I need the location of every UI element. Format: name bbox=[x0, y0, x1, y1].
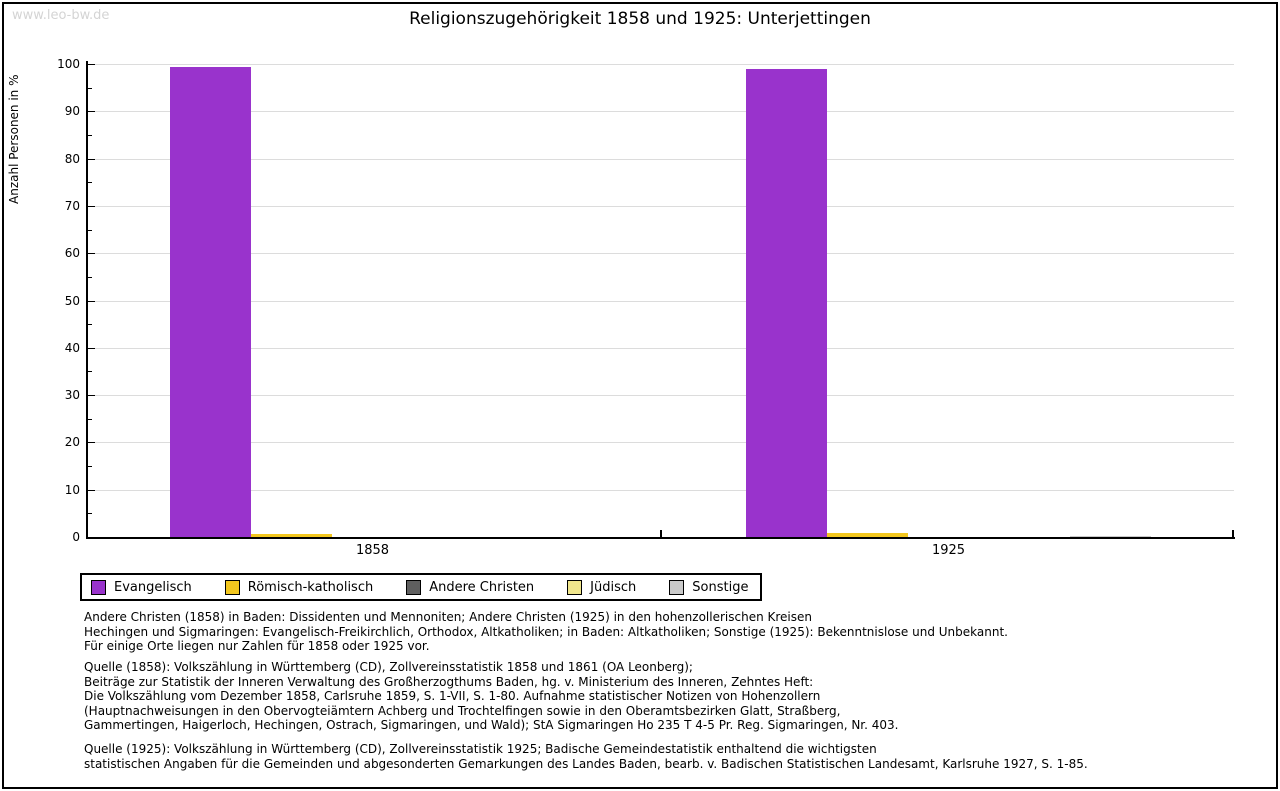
y-tick bbox=[88, 206, 95, 207]
y-tick-label: 100 bbox=[57, 57, 80, 71]
footnote-line: Gammertingen, Haigerloch, Hechingen, Ostrach, Sigmaringen, und Wald); StA Sigmaringen Ho 235 T 4-5 Pr. Reg. Sigmaringen, Nr. 403. bbox=[84, 718, 899, 733]
x-tick bbox=[660, 530, 662, 537]
footnote-line: Für einige Orte liegen nur Zahlen für 1858 oder 1925 vor. bbox=[84, 639, 430, 654]
y-tick bbox=[88, 64, 95, 65]
bar-evangelisch-1925 bbox=[746, 69, 827, 537]
legend-label: Andere Christen bbox=[429, 579, 535, 595]
legend-swatch-andere-christen bbox=[406, 580, 421, 595]
footnote-block-source-1925 bbox=[84, 742, 1088, 771]
y-tick bbox=[88, 301, 95, 302]
x-category-label: 1925 bbox=[931, 543, 966, 558]
y-tick-label: 80 bbox=[64, 151, 80, 166]
x-axis-line bbox=[86, 537, 1235, 539]
y-gridline bbox=[88, 395, 1234, 396]
footnote-block-source-1858 bbox=[84, 660, 898, 733]
y-tick-label: 30 bbox=[64, 388, 80, 403]
legend-label: Sonstige bbox=[692, 579, 749, 595]
footnote-line: (Hauptnachweisungen in den Obervogteiämtern Achberg und Trochtelfingen sowie in den Oberamtsbezirken Glatt, Straßberg, bbox=[84, 703, 841, 718]
site-watermark: www.leo-bw.de bbox=[12, 8, 110, 23]
legend-item-andere-christen bbox=[406, 580, 534, 595]
y-gridline bbox=[88, 301, 1234, 302]
footnote-line: Quelle (1925): Volkszählung in Württemberg (CD), Zollvereinsstatistik 1925; Badische Gemeindestatistik enthaltend die wichtigsten bbox=[84, 742, 877, 756]
x-category-label: 1858 bbox=[355, 543, 390, 558]
y-tick-label: 50 bbox=[64, 293, 80, 308]
y-tick bbox=[88, 537, 95, 538]
y-tick-label: 70 bbox=[64, 198, 80, 213]
chart-legend bbox=[80, 573, 762, 601]
y-tick bbox=[88, 442, 95, 443]
legend-label: Jüdisch bbox=[590, 579, 637, 595]
legend-swatch-j-disch bbox=[567, 580, 582, 595]
y-tick bbox=[88, 277, 92, 278]
y-gridline bbox=[88, 111, 1234, 112]
footnote-line: Andere Christen (1858) in Baden: Dissidenten und Mennoniten; Andere Christen (1925) in den hohenzollerischen Kreisen bbox=[84, 610, 812, 624]
x-tick bbox=[1232, 530, 1234, 537]
footnote-line: statistischen Angaben für die Gemeinden und abgesonderten Gemarkungen des Landes Baden, bearb. v. Badischen Statistischen Landesamt, Karlsruhe 1927, S. 1-85. bbox=[84, 756, 1088, 771]
y-tick bbox=[88, 395, 95, 396]
y-tick bbox=[88, 253, 95, 254]
y-tick bbox=[88, 135, 92, 136]
y-gridline bbox=[88, 442, 1234, 443]
y-tick-label: 90 bbox=[64, 104, 80, 119]
legend-item-r-misch-katholisch bbox=[225, 580, 373, 595]
plot-area bbox=[4, 4, 1276, 604]
y-gridline bbox=[88, 490, 1234, 491]
legend-label: Römisch-katholisch bbox=[247, 579, 374, 595]
footnote-line: Die Volkszählung vom Dezember 1858, Carlsruhe 1859, S. 1-VII, S. 1-80. Aufnahme statistischer Notizen von Hohenzollern bbox=[84, 689, 821, 704]
y-tick bbox=[88, 159, 95, 160]
legend-swatch-sonstige bbox=[669, 580, 684, 595]
y-tick bbox=[88, 88, 92, 89]
y-tick-label: 0 bbox=[72, 530, 80, 544]
y-tick bbox=[88, 348, 95, 349]
y-gridline bbox=[88, 348, 1234, 349]
page-frame bbox=[2, 2, 1278, 789]
y-tick-label: 10 bbox=[64, 482, 80, 497]
y-tick-label: 60 bbox=[64, 246, 80, 261]
footnote-block-definitions bbox=[84, 610, 1008, 654]
y-gridline bbox=[88, 206, 1234, 207]
legend-swatch-evangelisch bbox=[91, 580, 106, 595]
y-axis-label: Anzahl Personen in % bbox=[7, 74, 21, 204]
y-tick bbox=[88, 490, 95, 491]
legend-item-j-disch bbox=[567, 580, 636, 595]
y-gridline bbox=[88, 253, 1234, 254]
chart-title: Religionszugehörigkeit 1858 und 1925: Unterjettingen bbox=[409, 9, 871, 29]
y-gridline bbox=[88, 159, 1234, 160]
y-tick bbox=[88, 419, 92, 420]
y-tick-label: 40 bbox=[64, 340, 80, 355]
footnote-line: Quelle (1858): Volkszählung in Württemberg (CD), Zollvereinsstatistik 1858 und 1861 (OA Leonberg); bbox=[84, 660, 693, 674]
footnote-line: Beiträge zur Statistik der Inneren Verwaltung des Großherzogthums Baden, hg. v. Ministerium des Inneren, Zehntes Heft: bbox=[84, 674, 814, 689]
y-tick bbox=[88, 513, 92, 514]
y-tick bbox=[88, 371, 92, 372]
y-tick bbox=[88, 111, 95, 112]
y-gridline bbox=[88, 64, 1234, 65]
footnote-line: Hechingen und Sigmaringen: Evangelisch-Freikirchlich, Orthodox, Altkatholiken; in Baden: Altkatholiken; Sonstige (1925): Bekenntnislose und Unbekannt. bbox=[84, 624, 1008, 639]
y-tick bbox=[88, 230, 92, 231]
legend-label: Evangelisch bbox=[114, 579, 192, 595]
y-tick-label: 20 bbox=[64, 435, 80, 450]
y-tick bbox=[88, 182, 92, 183]
y-tick bbox=[88, 324, 92, 325]
y-tick bbox=[88, 466, 92, 467]
legend-item-sonstige bbox=[669, 580, 748, 595]
legend-swatch-r-misch-katholisch bbox=[225, 580, 240, 595]
legend-item-evangelisch bbox=[91, 580, 192, 595]
bar-evangelisch-1858 bbox=[170, 67, 251, 537]
